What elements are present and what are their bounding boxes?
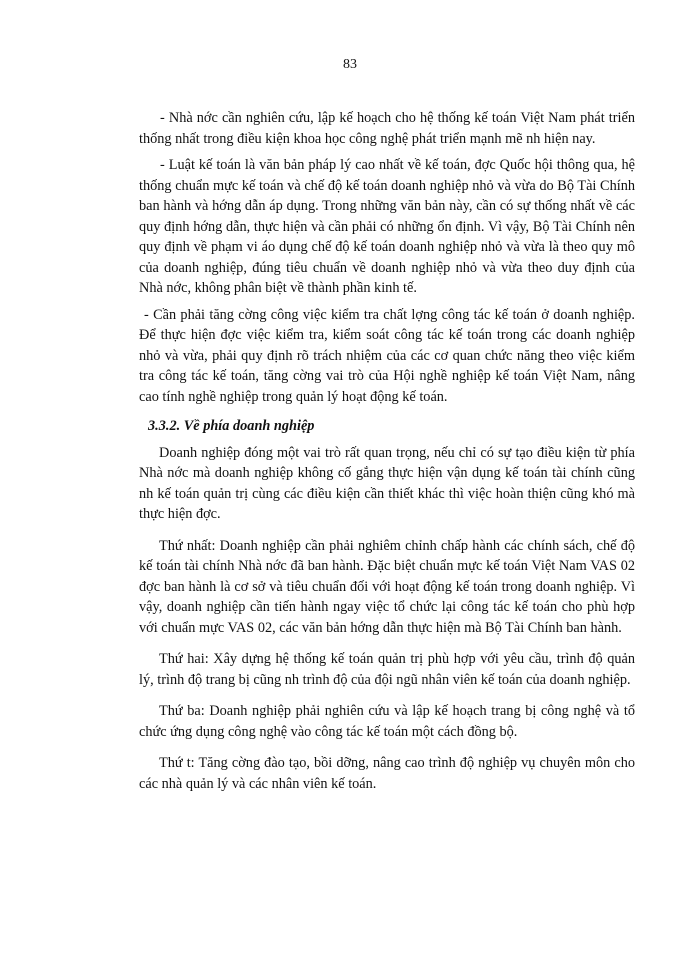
paragraph-enterprise-role: Doanh nghiệp đóng một vai trò rất quan trọng, nếu chỉ có sự tạo điều kiện từ phía Nhà nớc mà doanh nghiệp không cố gắng thực hiện vận dụng kế toán tài chính cũng nh kế toán quản trị cùng các điều kiện cần thiết khác thì việc hoàn thiện cũng khó mà thực hiện đợc. bbox=[139, 444, 635, 522]
paragraph-third: Thứ ba: Doanh nghiệp phải nghiên cứu và lập kế hoạch trang bị công nghệ và tổ chức ứng dụng công nghệ vào công tác kế toán một cách đồng bộ. bbox=[139, 703, 635, 740]
paragraph-first: Thứ nhất: Doanh nghiệp cần phải nghiêm chỉnh chấp hành các chính sách, chế độ kế toán tài chính Nhà nớc đã ban hành. Đặc biệt chuẩn mực kế toán Việt Nam VAS 02 đợc ban hành là cơ sở và tiêu chuẩn đối với hoạt động kế toán trong doanh nghiệp. Vì vậy, doanh nghiệp cần tiến hành ngay việc tổ chức lại công tác kế toán cho phù hợp với chuẩn mực VAS 02, các văn bản hớng dẫn thực hiện mà Bộ Tài Chính ban hành. bbox=[139, 537, 635, 636]
section-heading-enterprise: 3.3.2. Về phía doanh nghiệp bbox=[148, 418, 315, 434]
paragraph-inspection: - Cần phải tăng cờng công việc kiểm tra chất lợng công tác kế toán ở doanh nghiệp. Để thực hiện đợc việc kiểm tra, kiểm soát công tác kế toán trong các doanh nghiệp nhỏ và vừa, phải quy định rõ trách nhiệm của các cơ quan chức năng theo việc kiểm tra công tác kế toán, tăng cờng vai trò của Hội nghề nghiệp kế toán Việt Nam, nâng cao tính nghề nghiệp trong quản lý hoạt động kế toán. bbox=[139, 306, 635, 405]
paragraph-second: Thứ hai: Xây dựng hệ thống kế toán quản trị phù hợp với yêu cầu, trình độ quản lý, trình độ trang bị cũng nh trình độ của đội ngũ nhân viên kế toán của doanh nghiệp. bbox=[139, 651, 635, 688]
paragraph-fourth: Thứ t: Tăng cờng đào tạo, bồi dỡng, nâng cao trình độ nghiệp vụ chuyên môn cho các nhà quản lý và các nhân viên kế toán. bbox=[139, 755, 635, 792]
document-body bbox=[139, 108, 635, 794]
paragraph-state-research: - Nhà nớc cần nghiên cứu, lập kế hoạch cho hệ thống kế toán Việt Nam phát triển thống nhất trong điều kiện khoa học công nghệ phát triển mạnh mẽ nh hiện nay. bbox=[139, 110, 635, 147]
paragraph-accounting-law: - Luật kế toán là văn bản pháp lý cao nhất về kế toán, đợc Quốc hội thông qua, hệ thống chuẩn mực kế toán và chế độ kế toán doanh nghiệp nhỏ và vừa do Bộ Tài Chính ban hành và hớng dẫn áp dụng. Trong những văn bản này, cần có sự thống nhất về các quy định hớng dẫn, thực hiện và cần phải có những ổn định. Vì vậy, Bộ Tài Chính nên quy định về phạm vi áo dụng chế độ kế toán doanh nghiệp nhỏ và vừa là theo quy mô của doanh nghiệp, đúng tiêu chuẩn về doanh nghiệp nhỏ và vừa theo duy định của Nhà nớc, không phân biệt về thành phần kinh tế. bbox=[139, 157, 635, 296]
page-number: 83 bbox=[343, 57, 357, 72]
